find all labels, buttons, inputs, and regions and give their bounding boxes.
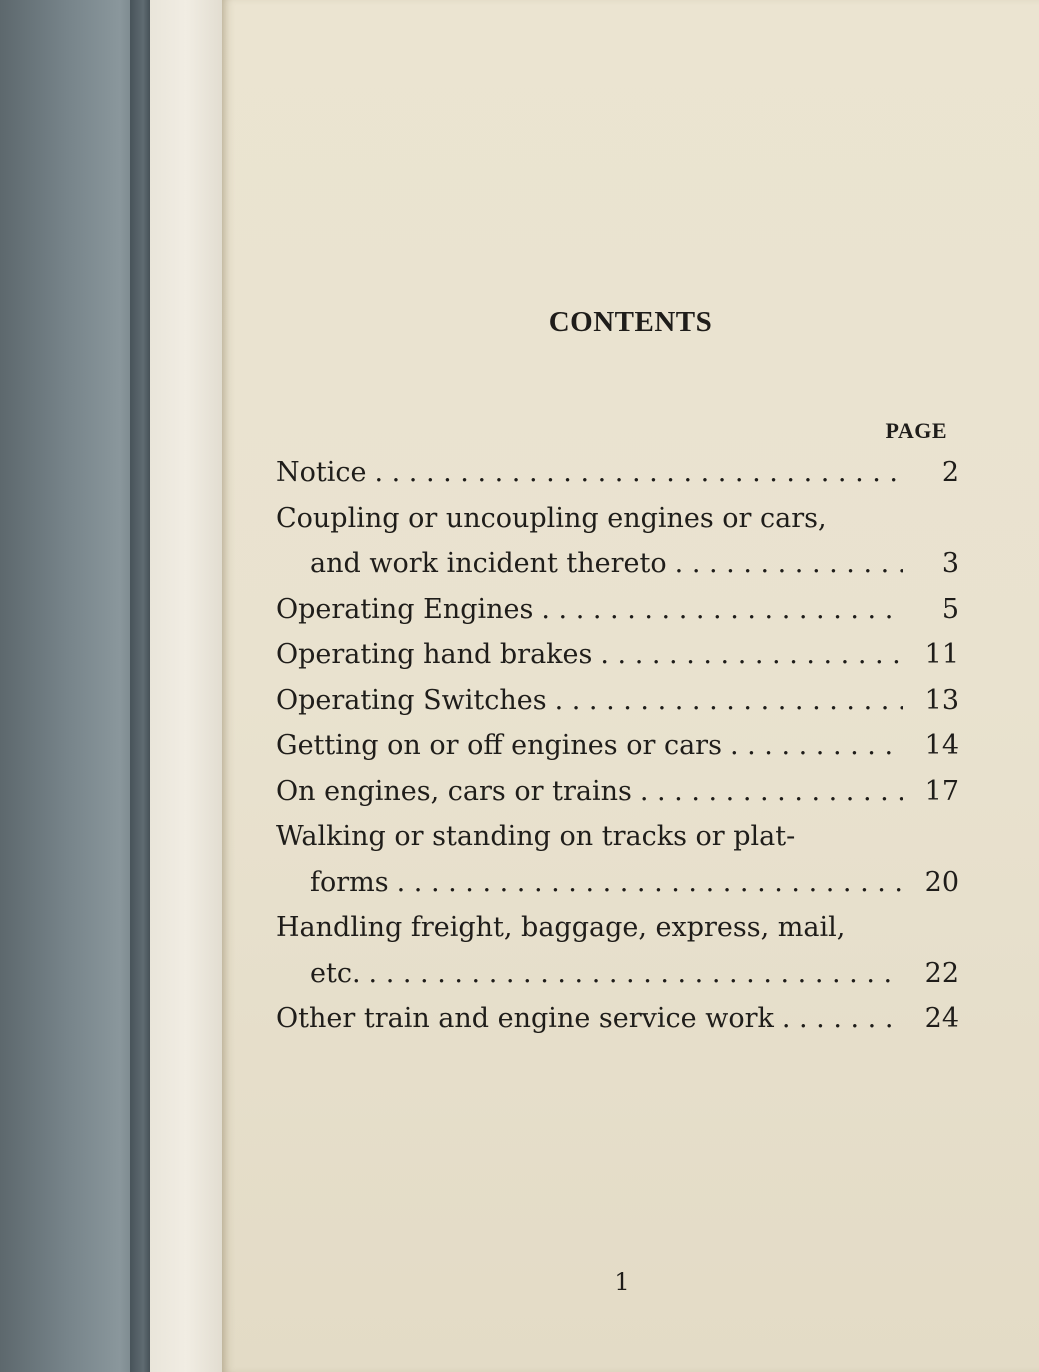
binding-stub xyxy=(150,0,225,1372)
toc-line xyxy=(276,450,959,496)
dot-leader xyxy=(667,541,903,587)
toc-line xyxy=(276,723,959,769)
toc-entry-page: 22 xyxy=(924,957,959,989)
toc-entry-page: 24 xyxy=(924,1003,959,1034)
toc-line xyxy=(276,951,959,997)
booklet-cover xyxy=(0,0,150,1372)
toc-entry-title: Getting on or off engines or cars xyxy=(276,730,722,761)
toc-line xyxy=(276,996,959,1042)
toc-entry-title: Handling freight, baggage, express, mail, xyxy=(276,912,846,943)
toc-line xyxy=(276,587,959,633)
toc-line xyxy=(276,769,959,815)
dot-leader xyxy=(592,632,903,678)
toc-entry-title: Other train and engine service work xyxy=(276,1003,774,1034)
toc-entry xyxy=(276,587,959,633)
toc-entry-title: etc. xyxy=(310,957,361,989)
toc-line xyxy=(276,814,959,860)
toc-entry xyxy=(276,496,959,587)
dot-leader xyxy=(361,951,903,997)
toc-line xyxy=(276,541,959,587)
toc-entry-title: On engines, cars or trains xyxy=(276,775,632,807)
toc-entry xyxy=(276,996,959,1042)
toc-entry xyxy=(276,678,959,724)
toc-entry-title: Operating Switches xyxy=(276,684,547,716)
toc-entry-page: 20 xyxy=(924,866,959,898)
toc-entry-title: Notice xyxy=(276,457,367,488)
toc-entry-page: 5 xyxy=(941,593,959,625)
dot-leader xyxy=(722,723,903,769)
page-number: 1 xyxy=(614,1268,630,1296)
toc-entry xyxy=(276,632,959,678)
toc-entry-title: Operating hand brakes xyxy=(276,639,593,670)
contents-page xyxy=(222,0,1039,1372)
toc-entry-page: 14 xyxy=(924,730,959,761)
toc-entry xyxy=(276,769,959,815)
toc-entry-title: Operating Engines xyxy=(276,593,534,625)
toc-entry-page: 11 xyxy=(924,639,959,670)
contents-heading: CONTENTS xyxy=(548,306,713,338)
toc-entry-title: Walking or standing on tracks or plat- xyxy=(276,821,796,852)
toc-line xyxy=(276,632,959,678)
cover-spine-edge xyxy=(130,0,152,1372)
toc-entry-page: 3 xyxy=(941,548,959,579)
page-column-label: PAGE xyxy=(885,418,947,443)
dot-leader xyxy=(366,450,903,496)
table-of-contents xyxy=(276,450,959,1042)
toc-line xyxy=(276,905,959,951)
toc-line xyxy=(276,678,959,724)
toc-entry xyxy=(276,905,959,996)
toc-line xyxy=(276,860,959,906)
toc-entry xyxy=(276,450,959,496)
toc-line xyxy=(276,496,959,542)
dot-leader xyxy=(389,860,903,906)
toc-entry-page: 13 xyxy=(924,684,959,716)
dot-leader xyxy=(547,678,903,724)
toc-entry-page: 2 xyxy=(941,457,959,488)
dot-leader xyxy=(533,587,903,633)
toc-entry xyxy=(276,814,959,905)
toc-entry xyxy=(276,723,959,769)
dot-leader xyxy=(774,996,903,1042)
toc-entry-title: forms xyxy=(310,866,389,898)
toc-entry-title: Coupling or uncoupling engines or cars, xyxy=(276,502,827,534)
toc-entry-title: and work incident thereto xyxy=(310,548,667,579)
dot-leader xyxy=(632,769,903,815)
toc-entry-page: 17 xyxy=(924,775,959,807)
